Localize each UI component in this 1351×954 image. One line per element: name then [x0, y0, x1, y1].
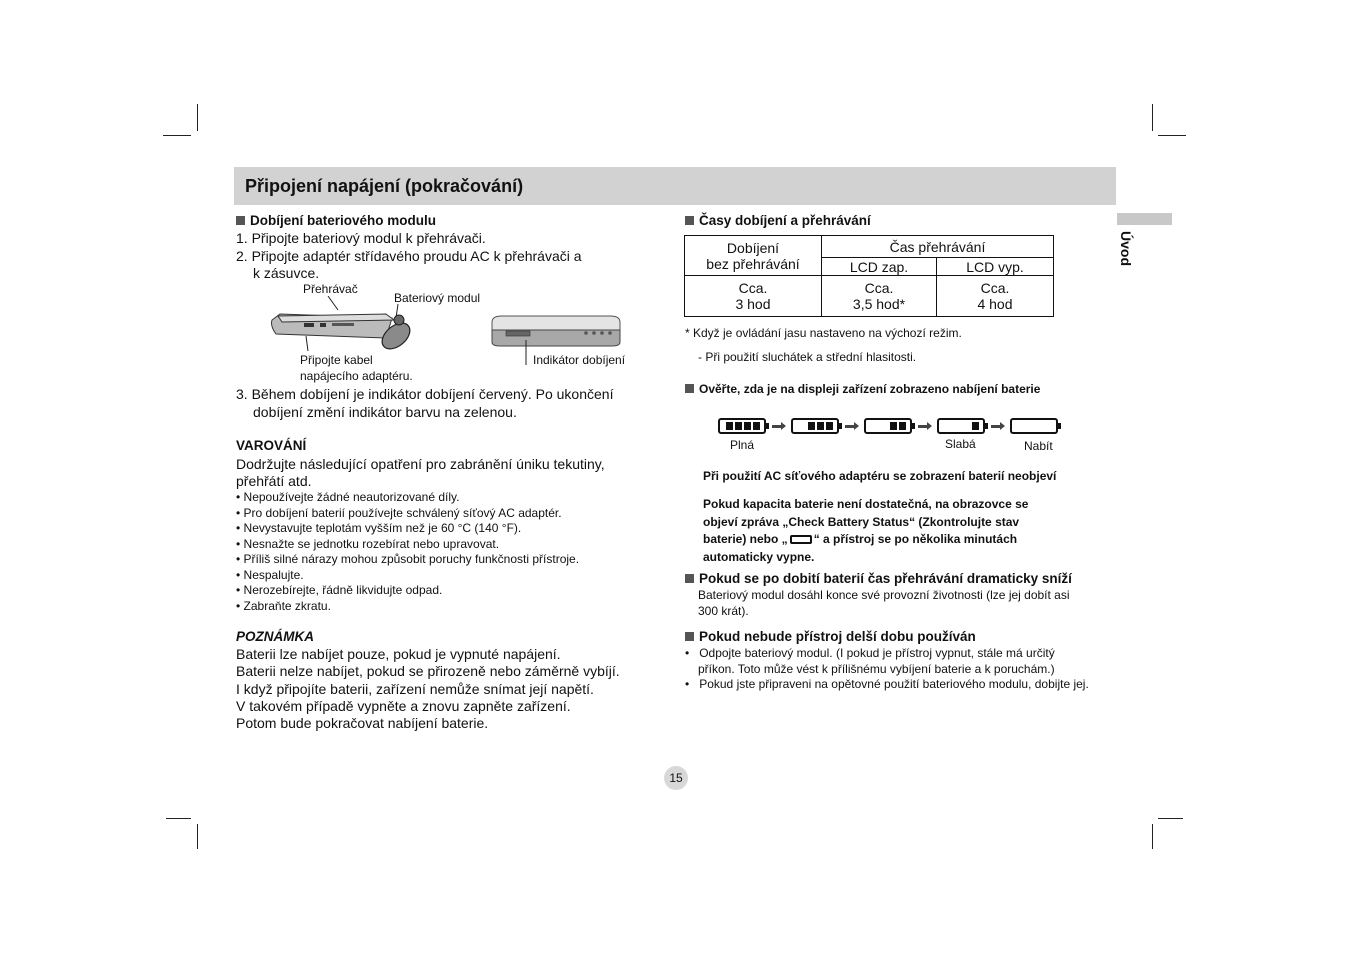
- note-line: I když připojíte baterii, zařízení nemůže snímat její napětí.: [236, 681, 594, 697]
- battery-level-icon: [718, 418, 766, 434]
- display-title: Ověřte, zda je na displeji zařízení zobrazeno nabíjení baterie: [699, 382, 1041, 396]
- crop-mark: [1152, 824, 1153, 849]
- drop-text: Bateriový modul dosáhl konce své provozní životnosti (lze jej dobít asi: [698, 588, 1070, 602]
- list-item: • Nevystavujte teplotám vyšším než je 60 °C (140 °F).: [236, 521, 579, 537]
- unused-item-1: • Odpojte bateriový modul. (I pokud je přístroj vypnut, stále má určitý: [685, 646, 1055, 660]
- table-cell: [685, 236, 822, 276]
- battery-cell: [899, 422, 906, 430]
- battery-level-icon: [937, 418, 985, 434]
- cell-text: Cca.: [738, 280, 768, 296]
- crop-mark: [1158, 818, 1183, 819]
- crop-mark: [166, 818, 191, 819]
- low-line: baterie) nebo „: [703, 532, 788, 546]
- warning-title: VAROVÁNÍ: [236, 438, 307, 453]
- table-cell: [822, 276, 937, 317]
- warning-intro-cont: přehřátí atd.: [236, 473, 312, 489]
- battery-cell: [817, 422, 824, 430]
- charging-title: Dobíjení bateriového modulu: [250, 213, 437, 228]
- cell-text: 3,5 hod*: [852, 296, 906, 312]
- low-line: automaticky vypne.: [703, 549, 815, 564]
- crop-mark: [1158, 135, 1186, 136]
- square-bullet-icon: [236, 216, 245, 225]
- cell-text: 3 hod: [735, 296, 771, 312]
- cell-text: Dobíjení: [726, 239, 780, 256]
- battery-level-icon: [864, 418, 912, 434]
- step-3: 3. Během dobíjení je indikátor dobíjení červený. Po ukončení: [236, 386, 614, 402]
- unused-item-1-cont: příkon. Toto může vést k přílišnému vybíjení baterie a k poruchám.): [698, 662, 1055, 676]
- square-bullet-icon: [685, 632, 694, 641]
- unused-title: Pokud nebude přístroj delší dobu používán: [699, 629, 976, 644]
- cell-text: Cca.: [864, 280, 894, 296]
- table-cell: LCD vyp.: [937, 258, 1054, 276]
- arrow-right-icon: [772, 425, 782, 428]
- table-cell: [937, 276, 1054, 317]
- note-line: Baterii lze nabíjet pouze, pokud je vypnuté napájení.: [236, 646, 561, 662]
- unused-heading: [685, 629, 976, 644]
- battery-cell: [726, 422, 733, 430]
- charging-heading: [236, 213, 436, 228]
- battery-cell: [744, 422, 751, 430]
- ac-note: Při použití AC síťového adaptéru se zobrazení baterií neobjeví: [703, 469, 1057, 483]
- label-weak: Slabá: [945, 437, 976, 451]
- arrow-right-icon: [918, 425, 928, 428]
- crop-mark: [197, 104, 198, 131]
- list-item: • Pro dobíjení baterií používejte schválený síťový AC adaptér.: [236, 506, 579, 522]
- times-table: [684, 235, 1054, 317]
- arrow-right-icon: [991, 425, 1001, 428]
- side-tab-bar: [1117, 213, 1172, 225]
- low-line: objeví zpráva „Check Battery Status“ (Zkontrolujte stav: [703, 514, 1020, 529]
- unused-text: Odpojte bateriový modul. (I pokud je přístroj vypnut, stále má určitý: [699, 646, 1055, 660]
- label-cable: Připojte kabel: [300, 353, 373, 367]
- battery-cell: [890, 422, 897, 430]
- section-header: [234, 167, 1116, 205]
- unused-text: Pokud jste připraveni na opětovné použití bateriového modulu, dobijte jej.: [699, 677, 1089, 691]
- label-cable-cont: napájecího adaptéru.: [300, 369, 413, 383]
- list-item: • Nespalujte.: [236, 568, 579, 584]
- battery-cell: [808, 422, 815, 430]
- side-tab-label: Úvod: [1118, 231, 1134, 266]
- footnote: * Když je ovládání jasu nastaveno na výchozí režim.: [685, 326, 962, 340]
- battery-level-icon: [1010, 418, 1058, 434]
- list-item: • Příliš silné nárazy mohou způsobit poruchy funkčnosti přístroje.: [236, 552, 579, 568]
- low-line: “ a přístroj se po několika minutách: [813, 532, 1018, 546]
- label-player: Přehrávač: [303, 282, 358, 296]
- table-cell: [685, 276, 822, 317]
- cell-text: Cca.: [980, 280, 1010, 296]
- label-battery: Bateriový modul: [394, 291, 481, 305]
- low-battery-note: [703, 496, 1028, 566]
- note-line: Potom bude pokračovat nabíjení baterie.: [236, 715, 489, 731]
- drop-heading: [685, 571, 1072, 586]
- square-bullet-icon: [685, 216, 694, 225]
- crop-mark: [197, 824, 198, 849]
- table-cell: LCD zap.: [822, 258, 937, 276]
- list-item: • Nepoužívejte žádné neautorizované díly.: [236, 490, 579, 506]
- step-3-cont: dobíjení změní indikátor barvu na zelenou.: [253, 404, 517, 420]
- label-full: Plná: [730, 438, 755, 452]
- step-1: 1. Připojte bateriový modul k přehrávači.: [236, 230, 486, 246]
- list-item: • Nesnažte se jednotku rozebírat nebo upravovat.: [236, 537, 579, 553]
- cell-text: 4 hod: [977, 296, 1013, 312]
- list-item: • Zabraňte zkratu.: [236, 599, 579, 615]
- step-2-cont: k zásuvce.: [253, 265, 320, 281]
- footnote-2: - Při použití sluchátek a střední hlasitosti.: [698, 350, 917, 364]
- low-line: Pokud kapacita baterie není dostatečná, na obrazovce se: [703, 497, 1029, 511]
- drop-title: Pokud se po dobití baterií čas přehrávání dramaticky sníží: [699, 571, 1072, 586]
- label-indicator: Indikátor dobíjení: [533, 353, 626, 367]
- unused-item-2: • Pokud jste připraveni na opětovné použití bateriového modulu, dobijte jej.: [685, 677, 1089, 691]
- drop-text-cont: 300 krát).: [698, 604, 749, 618]
- crop-mark: [1152, 104, 1153, 131]
- arrow-right-icon: [845, 425, 855, 428]
- player-battery-illustration: [268, 296, 418, 352]
- display-heading: [685, 382, 1040, 396]
- times-title: Časy dobíjení a přehrávání: [699, 213, 871, 228]
- step-2: 2. Připojte adaptér střídavého proudu AC k přehrávači a: [236, 248, 582, 264]
- battery-cell: [753, 422, 760, 430]
- page-number: 15: [664, 766, 688, 790]
- note-line: Baterii nelze nabíjet, pokud se přirozeně nebo záměrně vybíjí.: [236, 663, 620, 679]
- battery-cell: [735, 422, 742, 430]
- table-cell: Čas přehrávání: [822, 236, 1054, 258]
- warning-list: [236, 490, 579, 614]
- crop-mark: [163, 135, 191, 136]
- battery-cell: [826, 422, 833, 430]
- page-title: Připojení napájení (pokračování): [245, 176, 524, 196]
- battery-level-icon: [791, 418, 839, 434]
- square-bullet-icon: [685, 384, 694, 393]
- times-heading: [685, 213, 871, 228]
- label-charge: Nabít: [1024, 439, 1053, 453]
- square-bullet-icon: [685, 574, 694, 583]
- note-title: POZNÁMKA: [236, 629, 314, 644]
- battery-cell: [972, 422, 979, 430]
- warning-intro: Dodržujte následující opatření pro zabránění úniku tekutiny,: [236, 456, 605, 472]
- note-line: V takovém případě vypněte a znovu zapněte zařízení.: [236, 698, 571, 714]
- cell-text: bez přehrávání: [706, 255, 800, 272]
- list-item: • Nerozebírejte, řádně likvidujte odpad.: [236, 583, 579, 599]
- empty-battery-icon: [790, 535, 812, 544]
